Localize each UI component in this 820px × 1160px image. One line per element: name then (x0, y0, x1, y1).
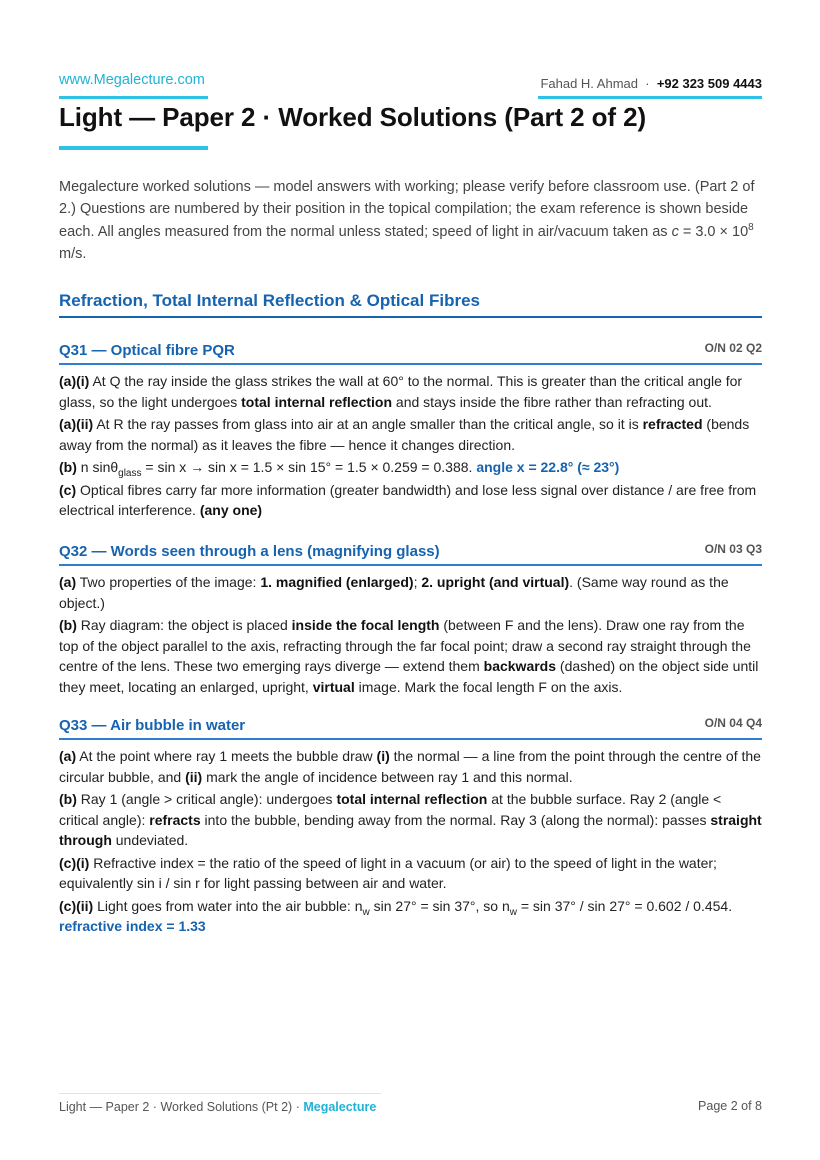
answer-text: and stays inside the fibre rather than refracting out. (392, 393, 712, 410)
answer-text: (dashed) on the object side until they meet, locating an enlarged, upright, (59, 658, 759, 695)
answer-part-c-i (59, 853, 762, 894)
section-title: Refraction, Total Internal Reflection & Optical Fibres (59, 291, 480, 310)
title-underline (59, 146, 208, 150)
question-title: Q32 — Words seen through a lens (magnifying glass) (59, 543, 440, 560)
answer-text: ; (413, 574, 422, 590)
intro-text-b: = 3.0 × 10 (678, 223, 749, 240)
answer-emphasis: refracted (642, 416, 703, 432)
answer-emphasis: (ii) (185, 768, 203, 785)
subscript: glass (118, 467, 142, 479)
question-body (59, 740, 762, 937)
question-title: Q31 — Optical fibre PQR (59, 342, 235, 359)
answer-text: Light goes from water into the air bubble: n (93, 897, 363, 914)
part-label: (b) (59, 459, 77, 475)
author-separator: · (645, 76, 650, 91)
part-label: (c)(i) (59, 854, 90, 871)
question-header (59, 540, 762, 566)
answer-text: Ray 1 (angle > critical angle): undergoes (76, 791, 337, 807)
answer-text: mark the angle of incidence between ray 1 and this normal. (202, 768, 573, 785)
subscript: w (362, 906, 370, 918)
answer-text: at the bubble surface. Ray 2 (angle < critical angle): (59, 791, 722, 828)
subscript: w (509, 906, 517, 918)
part-label: (c) (59, 481, 77, 498)
answer-text: . (Same way round as the object.) (59, 574, 729, 611)
answer-part-a-i (59, 371, 762, 412)
answer-emphasis: total internal reflection (241, 393, 393, 410)
question-q31 (59, 339, 762, 523)
exam-reference: O/N 03 Q3 (704, 542, 762, 556)
part-label: (a) (59, 574, 77, 590)
part-label: (b) (59, 617, 77, 633)
answer-part-c (59, 480, 762, 521)
answer-text: = sin 37° / sin 27° = 0.602 / 0.454. (516, 897, 733, 914)
question-body (59, 365, 762, 521)
answer-text: image. Mark the focal length F on the axis. (354, 678, 623, 695)
final-answer: angle x = 22.8° (≈ 23°) (476, 459, 620, 475)
answer-emphasis: (i) (376, 748, 390, 764)
answer-text: n sinθ (76, 459, 119, 475)
intro-paragraph (59, 176, 762, 266)
answer-emphasis: straight through (59, 811, 762, 848)
section-rule (59, 316, 762, 318)
answer-part-b (59, 789, 762, 851)
answer-emphasis: refracts (149, 811, 201, 828)
intro-var-c: c (671, 223, 679, 240)
answer-text: sin 27° = sin 37°, so n (369, 897, 510, 914)
exam-reference: O/N 04 Q4 (704, 716, 762, 730)
answer-text: Ray diagram: the object is placed (76, 617, 292, 633)
footer-separator: · (292, 1100, 304, 1114)
answer-text: into the bubble, bending away from the normal. Ray 3 (along the normal): passes (200, 811, 711, 828)
author-underline (538, 96, 762, 99)
answer-emphasis: total internal reflection (336, 791, 488, 807)
answer-text: the normal — a line from the point through the centre of the circular bubble, and (59, 748, 761, 785)
answer-part-a-ii (59, 414, 762, 455)
answer-part-c-ii (59, 896, 762, 937)
part-label: (a)(i) (59, 373, 90, 389)
document-page (59, 0, 762, 1160)
footer-left (59, 1100, 376, 1114)
answer-emphasis: 1. magnified (enlarged) (260, 574, 414, 590)
question-q32 (59, 540, 762, 699)
answer-text: Optical fibres carry far more information (greater bandwidth) and lose less signal over distance / are free from electrical interference. (59, 481, 757, 518)
intro-exponent: 8 (748, 221, 754, 233)
part-label: (c)(ii) (59, 897, 94, 914)
answer-part-b (59, 457, 762, 478)
question-body (59, 566, 762, 697)
page-title: Light — Paper 2 · Worked Solutions (Part 2 of 2) (59, 102, 647, 132)
question-title: Q33 — Air bubble in water (59, 717, 246, 734)
answer-text: = sin x → sin x = 1.5 × sin 15° = 1.5 × 0.259 = 0.388. (141, 459, 477, 475)
answer-part-b (59, 615, 762, 697)
exam-reference: O/N 02 Q2 (704, 341, 762, 355)
footer-rule (59, 1093, 381, 1094)
final-answer: refractive index = 1.33 (59, 918, 206, 934)
answer-text: (bends away from the normal) as it leaves the fibre — hence it changes direction. (59, 416, 750, 453)
page-number: Page 2 of 8 (698, 1099, 762, 1113)
answer-text: undeviated. (111, 832, 189, 848)
answer-emphasis: backwards (483, 658, 557, 674)
answer-text: At the point where ray 1 meets the bubble draw (76, 748, 377, 764)
question-header (59, 714, 762, 740)
answer-text: (between F and the lens). Draw one ray from the top of the object parallel to the axis, refracting through the far focal point; draw a second ray straight through the centre of the lens. These two emerging rays diverge — extend them (59, 617, 751, 674)
question-q33 (59, 714, 762, 939)
part-label: (b) (59, 791, 77, 807)
answer-part-a (59, 746, 762, 787)
answer-emphasis: inside the focal length (291, 617, 440, 633)
site-link[interactable]: www.Megalecture.com (59, 72, 205, 88)
answer-part-a (59, 572, 762, 613)
author-phone: +92 323 509 4443 (656, 76, 762, 91)
part-label: (a)(ii) (59, 416, 94, 432)
answer-emphasis: 2. upright (and virtual) (421, 574, 570, 590)
author-name: Fahad H. Ahmad (540, 76, 638, 91)
answer-text: Two properties of the image: (76, 574, 261, 590)
answer-emphasis: (any one) (199, 502, 263, 518)
question-header (59, 339, 762, 365)
author-info (540, 76, 762, 91)
answer-emphasis: virtual (312, 678, 355, 695)
answer-text: At R the ray passes from glass into air at an angle smaller than the critical angle, so it is (93, 416, 643, 432)
intro-text-a: Megalecture worked solutions — model answers with working; please verify before classroom use. (Part 2 of 2.) Questions are numbered by their position in the topical compilation; the exam reference is shown beside each. All angles measured from the normal unless stated; speed of light in air/vacuum taken as (59, 179, 755, 240)
answer-text: Refractive index = the ratio of the speed of light in a vacuum (or air) to the speed of light in the water; equivalently sin i / sin r for light passing between air and water. (59, 854, 717, 891)
footer-doc-title: Light — Paper 2 · Worked Solutions (Pt 2) (59, 1100, 293, 1114)
footer-brand: Megalecture (303, 1100, 377, 1114)
answer-text: At Q the ray inside the glass strikes the wall at 60° to the normal. This is greater than the critical angle for glass, so the light undergoes (59, 373, 743, 410)
site-underline (59, 96, 208, 99)
intro-text-c: m/s. (59, 246, 87, 263)
part-label: (a) (59, 748, 77, 764)
